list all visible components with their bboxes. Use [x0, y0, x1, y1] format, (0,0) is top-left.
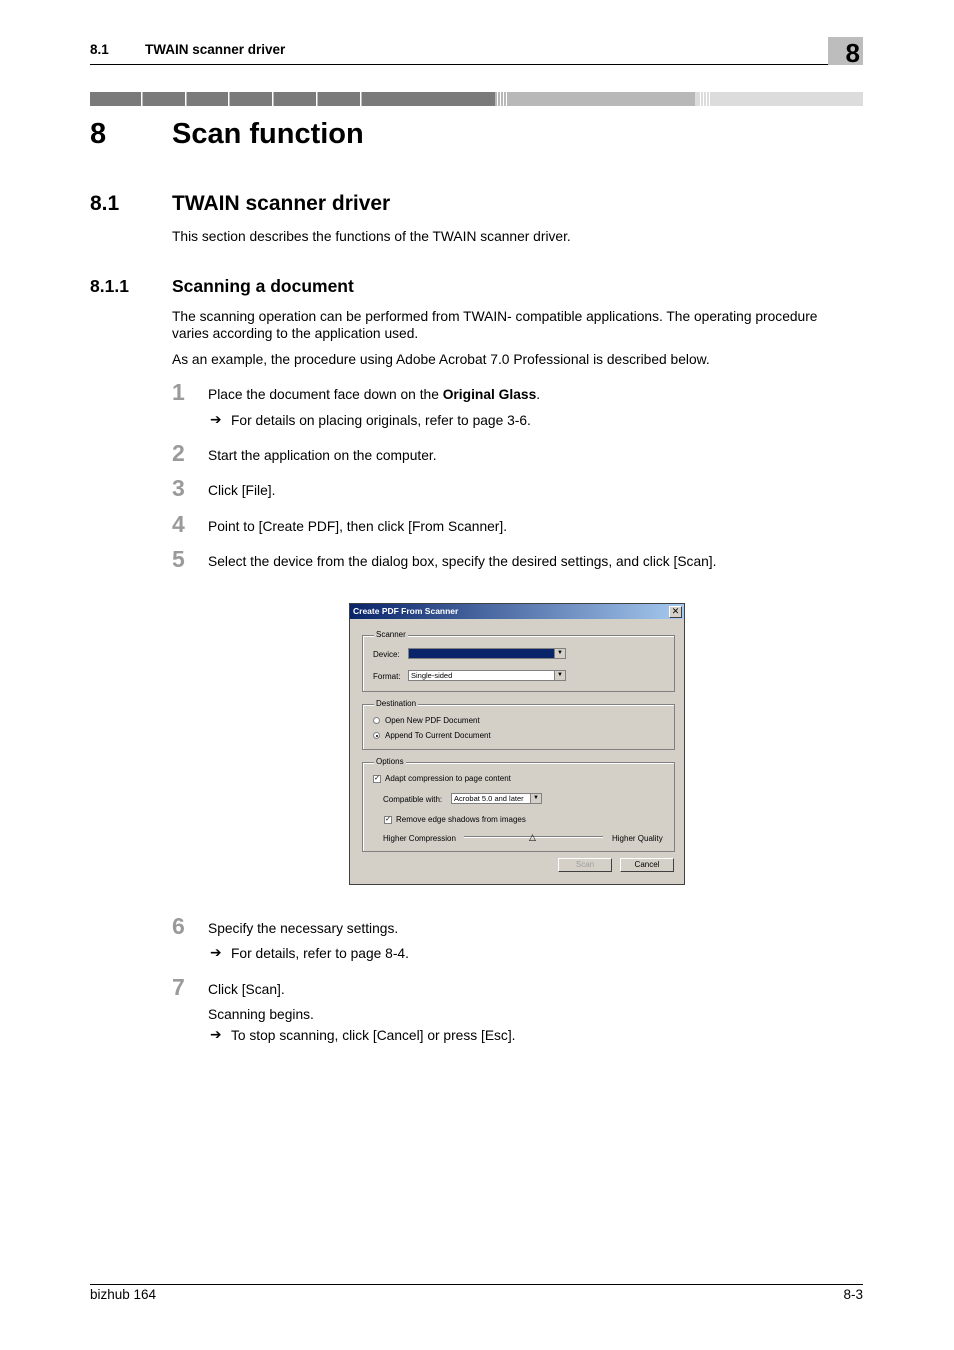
radio-append[interactable]: [373, 732, 380, 739]
step-note: To stop scanning, click [Cancel] or press [Esc].: [231, 1028, 516, 1043]
step-number: 3: [172, 475, 185, 501]
arrow-icon: ➔: [210, 412, 222, 427]
options-legend: Options: [376, 757, 404, 766]
step-number: 1: [172, 379, 185, 405]
step-text-part: .: [536, 387, 541, 402]
chapter-tab: [828, 37, 863, 68]
step-text-part: Place the document face down on the: [208, 387, 443, 402]
slider-right-label: Higher Quality: [612, 834, 663, 843]
step-text: Start the application on the computer.: [208, 448, 437, 463]
chapter-tab-number: 8: [845, 38, 860, 68]
format-label: Format:: [373, 672, 401, 681]
chapter-number: 8: [90, 118, 107, 150]
create-pdf-from-scanner-dialog: [349, 603, 685, 885]
remove-edge-shadows-label: Remove edge shadows from images: [396, 815, 526, 824]
step-text: Select the device from the dialog box, specify the desired settings, and click [Scan].: [208, 554, 717, 569]
device-label: Device:: [373, 650, 400, 659]
footer-rule: [90, 1284, 863, 1285]
header-rule: [90, 64, 863, 65]
section-intro: This section describes the functions of the TWAIN scanner driver.: [172, 229, 571, 244]
format-select[interactable]: [408, 670, 566, 681]
slider-left-label: Higher Compression: [383, 834, 456, 843]
step-text-emphasis: Original Glass: [442, 387, 537, 402]
radio-open-new[interactable]: [373, 717, 380, 724]
subsection-number: 8.1.1: [90, 276, 129, 296]
chevron-down-icon[interactable]: ▼: [554, 671, 565, 680]
step-result: Scanning begins.: [208, 1007, 314, 1022]
dialog-title: Create PDF From Scanner: [353, 606, 459, 616]
subsection-title: Scanning a document: [172, 276, 354, 296]
step-text: Specify the necessary settings.: [208, 921, 399, 936]
step-text: Click [File].: [208, 483, 276, 498]
step-text: [208, 386, 540, 404]
cancel-button[interactable]: Cancel: [620, 858, 674, 872]
running-header-section-number: 8.1: [90, 42, 109, 57]
section-number: 8.1: [90, 192, 120, 215]
format-value: Single-sided: [411, 671, 453, 680]
footer-page-number: 8-3: [843, 1287, 863, 1302]
radio-open-new-label: Open New PDF Document: [385, 716, 480, 725]
dialog-title-bar: [350, 604, 684, 619]
scanner-legend: Scanner: [376, 630, 406, 639]
compatible-with-select[interactable]: [451, 793, 542, 804]
device-select[interactable]: [408, 648, 566, 659]
arrow-icon: ➔: [210, 1027, 222, 1042]
chevron-down-icon[interactable]: ▼: [530, 794, 541, 803]
footer-product-name: bizhub 164: [90, 1287, 157, 1302]
adapt-compression-label: Adapt compression to page content: [385, 774, 511, 783]
close-icon[interactable]: ✕: [669, 606, 682, 618]
chevron-down-icon[interactable]: ▼: [554, 649, 565, 658]
step-number: 2: [172, 440, 185, 466]
step-note: For details, refer to page 8-4.: [231, 946, 409, 961]
adapt-compression-checkbox[interactable]: ✓: [374, 775, 380, 782]
remove-edge-shadows-checkbox[interactable]: ✓: [385, 816, 391, 823]
compatible-with-value: Acrobat 5.0 and later: [454, 794, 524, 803]
subsection-paragraph-line-1: The scanning operation can be performed from TWAIN- compatible applications. The operating procedure: [172, 309, 818, 324]
step-text: Click [Scan].: [208, 982, 285, 997]
step-text: Point to [Create PDF], then click [From Scanner].: [208, 519, 508, 534]
slider-thumb-icon[interactable]: △: [529, 832, 536, 842]
section-title: TWAIN scanner driver: [172, 192, 391, 215]
running-header-section-title: TWAIN scanner driver: [145, 42, 286, 57]
radio-append-label: Append To Current Document: [385, 731, 491, 740]
step-note: For details on placing originals, refer to page 3-6.: [231, 413, 531, 428]
chapter-decorative-band: [90, 92, 863, 106]
scan-button[interactable]: Scan: [558, 858, 612, 872]
subsection-paragraph-line-2: varies according to the application used.: [172, 326, 419, 341]
destination-group: [362, 704, 675, 750]
step-number: 4: [172, 511, 185, 537]
scanner-group: [362, 635, 675, 692]
step-number: 7: [172, 974, 185, 1000]
compatible-with-label: Compatible with:: [383, 795, 443, 804]
subsection-paragraph-example: As an example, the procedure using Adobe Acrobat 7.0 Professional is described below.: [172, 352, 710, 367]
chapter-title: Scan function: [172, 118, 364, 150]
arrow-icon: ➔: [210, 945, 222, 960]
step-number: 5: [172, 546, 185, 572]
destination-legend: Destination: [376, 699, 417, 708]
step-number: 6: [172, 913, 185, 939]
